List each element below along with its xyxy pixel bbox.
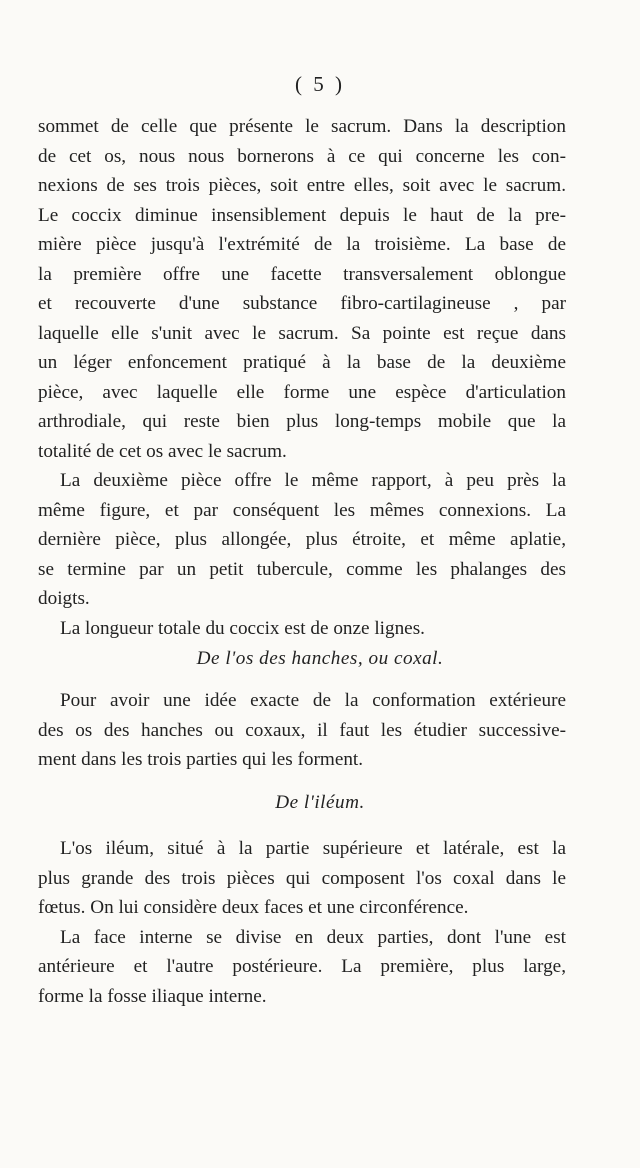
text-line: doigts. [38, 588, 90, 609]
text-line: antérieure et l'autre postérieure. La première, plus large, [38, 956, 566, 977]
text-line: pièce, avec laquelle elle forme une espèce d'articulation [38, 381, 566, 403]
text-line: ment dans les trois parties qui les forment. [38, 749, 364, 770]
text-line: fœtus. On lui considère deux faces et une circonférence. [38, 897, 469, 918]
text-line: mière pièce jusqu'à l'extrémité de la troisième. La base de [38, 234, 566, 255]
text-line: La deuxième pièce offre le même rapport, à peu près la [60, 470, 566, 491]
text-line: laquelle elle s'unit avec le sacrum. Sa pointe est reçue dans [38, 322, 566, 344]
text-line: des os des hanches ou coxaux, il faut les étudier successive- [38, 719, 566, 741]
section-heading-hanches: De l'os des hanches, ou coxal. [196, 648, 444, 669]
page-number: ( 5 ) [295, 72, 345, 96]
body-text-hanches [38, 686, 566, 775]
text-line: et recouverte d'une substance fibro-cartilagineuse , par [38, 293, 566, 314]
text-line: de cet os, nous nous bornerons à ce qui concerne les con- [38, 145, 566, 167]
body-text-ileum [38, 834, 566, 1011]
text-line: un léger enfoncement pratiqué à la base de la deuxième [38, 352, 566, 373]
text-line: Le coccix diminue insensiblement depuis le haut de la pre- [38, 204, 566, 226]
text-line: L'os iléum, situé à la partie supérieure et latérale, est la [60, 838, 566, 859]
text-line: plus grande des trois pièces qui composent l'os coxal dans le [38, 867, 566, 889]
text-line: Pour avoir une idée exacte de la conformation extérieure [60, 690, 566, 711]
text-line: forme la fosse iliaque interne. [38, 985, 267, 1007]
text-line: La face interne se divise en deux parties, dont l'une est [60, 926, 566, 948]
text-line: la première offre une facette transversalement oblongue [38, 263, 566, 285]
text-line: totalité de cet os avec le sacrum. [38, 440, 287, 462]
text-line: arthrodiale, qui reste bien plus long-temps mobile que la [38, 411, 566, 432]
text-line: dernière pièce, plus allongée, plus étroite, et même aplatie, [38, 529, 566, 550]
text-line: La longueur totale du coccix est de onze lignes. [60, 617, 425, 639]
text-line: nexions de ses trois pièces, soit entre elles, soit avec le sacrum. [38, 175, 566, 196]
text-line: se termine par un petit tubercule, comme les phalanges des [38, 558, 566, 580]
text-line: sommet de celle que présente le sacrum. Dans la description [38, 116, 566, 137]
text-line: même figure, et par conséquent les mêmes connexions. La [38, 499, 566, 521]
section-heading-ileum: De l'iléum. [275, 792, 365, 813]
body-text-coccix [38, 112, 566, 643]
